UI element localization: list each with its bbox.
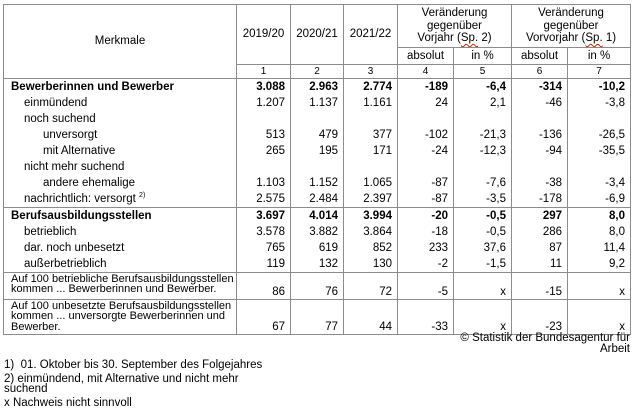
row-label: außerbetrieblich bbox=[4, 256, 237, 273]
table-row bbox=[4, 240, 631, 256]
cell-value: 195 bbox=[291, 143, 344, 159]
table-row bbox=[4, 95, 631, 111]
cell-value: 9,2 bbox=[568, 256, 631, 273]
cell-value: 2.484 bbox=[291, 191, 344, 208]
cell-value: 86 bbox=[237, 272, 291, 299]
column-number: 1 bbox=[237, 64, 291, 78]
cell-value: 132 bbox=[291, 256, 344, 273]
cell-value: -33 bbox=[398, 299, 454, 334]
group1-line3: Vorjahr (Sp. 2) bbox=[417, 32, 492, 44]
cell-value: -3,8 bbox=[568, 95, 631, 111]
row-label: einmündend bbox=[4, 95, 237, 111]
row-label-line: kommen ... Bewerberinnen und Bewerber. bbox=[11, 283, 217, 295]
cell-value: -178 bbox=[512, 191, 568, 208]
cell-value: 37,6 bbox=[454, 240, 512, 256]
year-header-3: 2021/22 bbox=[344, 5, 398, 65]
group2-line2: gegenüber bbox=[543, 19, 599, 32]
column-number: 4 bbox=[398, 64, 454, 78]
cell-value: -18 bbox=[398, 224, 454, 240]
cell-value: 3.088 bbox=[237, 78, 291, 95]
cell-value: 171 bbox=[344, 143, 398, 159]
cell-value: 8,0 bbox=[568, 224, 631, 240]
cell-value: 2.575 bbox=[237, 191, 291, 208]
cell-value: x bbox=[568, 299, 631, 334]
cell-value: 3.697 bbox=[237, 207, 291, 224]
group1-line2: gegenüber bbox=[427, 19, 482, 32]
cell-value: 479 bbox=[291, 127, 344, 143]
cell-value: 1.137 bbox=[291, 95, 344, 111]
row-label: mit Alternative bbox=[4, 143, 237, 159]
copyright-line: Arbeit bbox=[599, 342, 630, 355]
cell-value: -136 bbox=[512, 127, 568, 143]
cell-value: -24 bbox=[398, 143, 454, 159]
row-label: noch suchend bbox=[4, 111, 237, 127]
cell-value: x bbox=[454, 272, 512, 299]
subheader-absolut-2: absolut bbox=[512, 47, 568, 64]
table-row bbox=[4, 256, 631, 273]
cell-value: 377 bbox=[344, 127, 398, 143]
row-label-line: kommen ... unversorgte Bewerberinnen und bbox=[11, 310, 226, 322]
cell-value: -7,6 bbox=[454, 175, 512, 191]
cell-value: -3,4 bbox=[568, 175, 631, 191]
cell-value bbox=[291, 159, 344, 175]
cell-value: -5 bbox=[398, 272, 454, 299]
cell-value: -20 bbox=[398, 207, 454, 224]
cell-value: -189 bbox=[398, 78, 454, 95]
table-row bbox=[4, 272, 631, 299]
table-row bbox=[4, 175, 631, 191]
statistics-table bbox=[3, 4, 631, 335]
cell-value: 852 bbox=[344, 240, 398, 256]
cell-value: -12,3 bbox=[454, 143, 512, 159]
row-label: nicht mehr suchend bbox=[4, 159, 237, 175]
cell-value: -3,5 bbox=[454, 191, 512, 208]
footnote-line: 2) einmündend, mit Alternative und nicht mehr bbox=[4, 372, 239, 385]
year-header-1: 2019/20 bbox=[237, 5, 291, 65]
cell-value: 2.963 bbox=[291, 78, 344, 95]
cell-value: 1.161 bbox=[344, 95, 398, 111]
cell-value bbox=[291, 111, 344, 127]
column-number: 3 bbox=[344, 64, 398, 78]
row-label: Bewerberinnen und Bewerber bbox=[4, 78, 237, 95]
subheader-percent-2: in % bbox=[568, 47, 631, 64]
cell-value bbox=[512, 159, 568, 175]
cell-value bbox=[454, 111, 512, 127]
cell-value: -2 bbox=[398, 256, 454, 273]
cell-value: 2,1 bbox=[454, 95, 512, 111]
cell-value: -94 bbox=[512, 143, 568, 159]
cell-value: -46 bbox=[512, 95, 568, 111]
cell-value: 286 bbox=[512, 224, 568, 240]
copyright-line: © Statistik der Bundesagentur für bbox=[460, 332, 630, 344]
cell-value: 4.014 bbox=[291, 207, 344, 224]
cell-value: 513 bbox=[237, 127, 291, 143]
cell-value: 3.882 bbox=[291, 224, 344, 240]
cell-value bbox=[237, 159, 291, 175]
row-label-line: Bewerber. bbox=[11, 320, 61, 333]
table-row bbox=[4, 191, 631, 208]
cell-value: 67 bbox=[237, 299, 291, 334]
cell-value: 233 bbox=[398, 240, 454, 256]
footnote-line: x Nachweis nicht sinnvoll bbox=[4, 396, 132, 409]
cell-value: -0,5 bbox=[454, 224, 512, 240]
row-label: nachrichtlich: versorgt $^{2)}$ bbox=[4, 191, 237, 208]
table-row bbox=[4, 78, 631, 95]
cell-value: -6,4 bbox=[454, 78, 512, 95]
row-label-line: Auf 100 betriebliche Berufsausbildungsstellen bbox=[11, 272, 234, 285]
cell-value: -0,5 bbox=[454, 207, 512, 224]
cell-value: -6,9 bbox=[568, 191, 631, 208]
cell-value: 119 bbox=[237, 256, 291, 273]
cell-value: 619 bbox=[291, 240, 344, 256]
cell-value: -87 bbox=[398, 191, 454, 208]
column-number: 2 bbox=[291, 64, 344, 78]
cell-value bbox=[398, 159, 454, 175]
footnote-line: 1) 01. Oktober bis 30. September des Folgejahres bbox=[4, 359, 263, 371]
table-row bbox=[4, 143, 631, 159]
cell-value: 297 bbox=[512, 207, 568, 224]
cell-value: -23 bbox=[512, 299, 568, 334]
cell-value: 2.774 bbox=[344, 78, 398, 95]
footnote-marker: 2) bbox=[139, 191, 146, 199]
row-label: unversorgt bbox=[4, 127, 237, 143]
cell-value: 77 bbox=[291, 299, 344, 334]
row-label: andere ehemalige bbox=[4, 175, 237, 191]
cell-value: x bbox=[568, 272, 631, 299]
cell-value: 2.397 bbox=[344, 191, 398, 208]
group2-line3: Vorvorjahr (Sp. 1) bbox=[525, 32, 617, 44]
table-row bbox=[4, 159, 631, 175]
cell-value: -15 bbox=[512, 272, 568, 299]
footnote-line: suchend bbox=[4, 383, 48, 395]
header-row-main bbox=[4, 5, 631, 48]
cell-value: 11 bbox=[512, 256, 568, 273]
subheader-absolut-1: absolut bbox=[398, 47, 454, 64]
cell-value: 44 bbox=[344, 299, 398, 334]
table-row bbox=[4, 207, 631, 224]
row-label bbox=[4, 272, 237, 299]
cell-value bbox=[568, 111, 631, 127]
table-row bbox=[4, 299, 631, 334]
change-vs-prev-year-header bbox=[398, 5, 512, 48]
copyright-notice bbox=[460, 333, 630, 354]
row-label: dar. noch unbesetzt bbox=[4, 240, 237, 256]
cell-value: -26,5 bbox=[568, 127, 631, 143]
row-label: Berufsausbildungsstellen bbox=[4, 207, 237, 224]
cell-value bbox=[398, 111, 454, 127]
cell-value bbox=[237, 111, 291, 127]
cell-value: 3.864 bbox=[344, 224, 398, 240]
cell-value: -35,5 bbox=[568, 143, 631, 159]
year-header-2: 2020/21 bbox=[291, 5, 344, 65]
group1-line1: Veränderung bbox=[421, 7, 488, 19]
cell-value: 3.578 bbox=[237, 224, 291, 240]
subheader-percent-1: in % bbox=[454, 47, 512, 64]
cell-value: 130 bbox=[344, 256, 398, 273]
column-number: 7 bbox=[568, 64, 631, 78]
misspelled-sp-abbrev: Sp. bbox=[585, 32, 603, 44]
cell-value: 8,0 bbox=[568, 207, 631, 224]
cell-value: 3.994 bbox=[344, 207, 398, 224]
cell-value: 1.103 bbox=[237, 175, 291, 191]
cell-value: 76 bbox=[291, 272, 344, 299]
cell-value: -314 bbox=[512, 78, 568, 95]
column-number: 6 bbox=[512, 64, 568, 78]
row-label-line: Auf 100 unbesetzte Berufsausbildungsstellen bbox=[11, 299, 232, 312]
cell-value: 11,4 bbox=[568, 240, 631, 256]
footnote bbox=[4, 360, 262, 371]
cell-value: 1.152 bbox=[291, 175, 344, 191]
footnote bbox=[4, 374, 262, 395]
misspelled-sp-abbrev: Sp. bbox=[460, 32, 479, 44]
group2-line1: Veränderung bbox=[538, 7, 604, 19]
cell-value: 265 bbox=[237, 143, 291, 159]
cell-value: -1,5 bbox=[454, 256, 512, 273]
cell-value: 72 bbox=[344, 272, 398, 299]
cell-value bbox=[568, 159, 631, 175]
cell-value: -87 bbox=[398, 175, 454, 191]
table-row bbox=[4, 111, 631, 127]
cell-value bbox=[344, 111, 398, 127]
footnote bbox=[4, 398, 262, 409]
cell-value: x bbox=[454, 299, 512, 334]
column-number: 5 bbox=[454, 64, 512, 78]
cell-value bbox=[344, 159, 398, 175]
change-vs-year-before-last-header bbox=[512, 5, 631, 48]
cell-value: 1.065 bbox=[344, 175, 398, 191]
cell-value: -10,2 bbox=[568, 78, 631, 95]
cell-value: 87 bbox=[512, 240, 568, 256]
cell-value: 24 bbox=[398, 95, 454, 111]
table-body bbox=[4, 78, 631, 334]
row-label bbox=[4, 299, 237, 334]
merkmale-header: Merkmale bbox=[4, 5, 237, 79]
cell-value: 1.207 bbox=[237, 95, 291, 111]
cell-value: -102 bbox=[398, 127, 454, 143]
table-row bbox=[4, 224, 631, 240]
table-row bbox=[4, 127, 631, 143]
cell-value: -38 bbox=[512, 175, 568, 191]
row-label: betrieblich bbox=[4, 224, 237, 240]
cell-value: -21,3 bbox=[454, 127, 512, 143]
cell-value bbox=[512, 111, 568, 127]
cell-value: 765 bbox=[237, 240, 291, 256]
footnotes bbox=[4, 360, 262, 411]
cell-value bbox=[454, 159, 512, 175]
